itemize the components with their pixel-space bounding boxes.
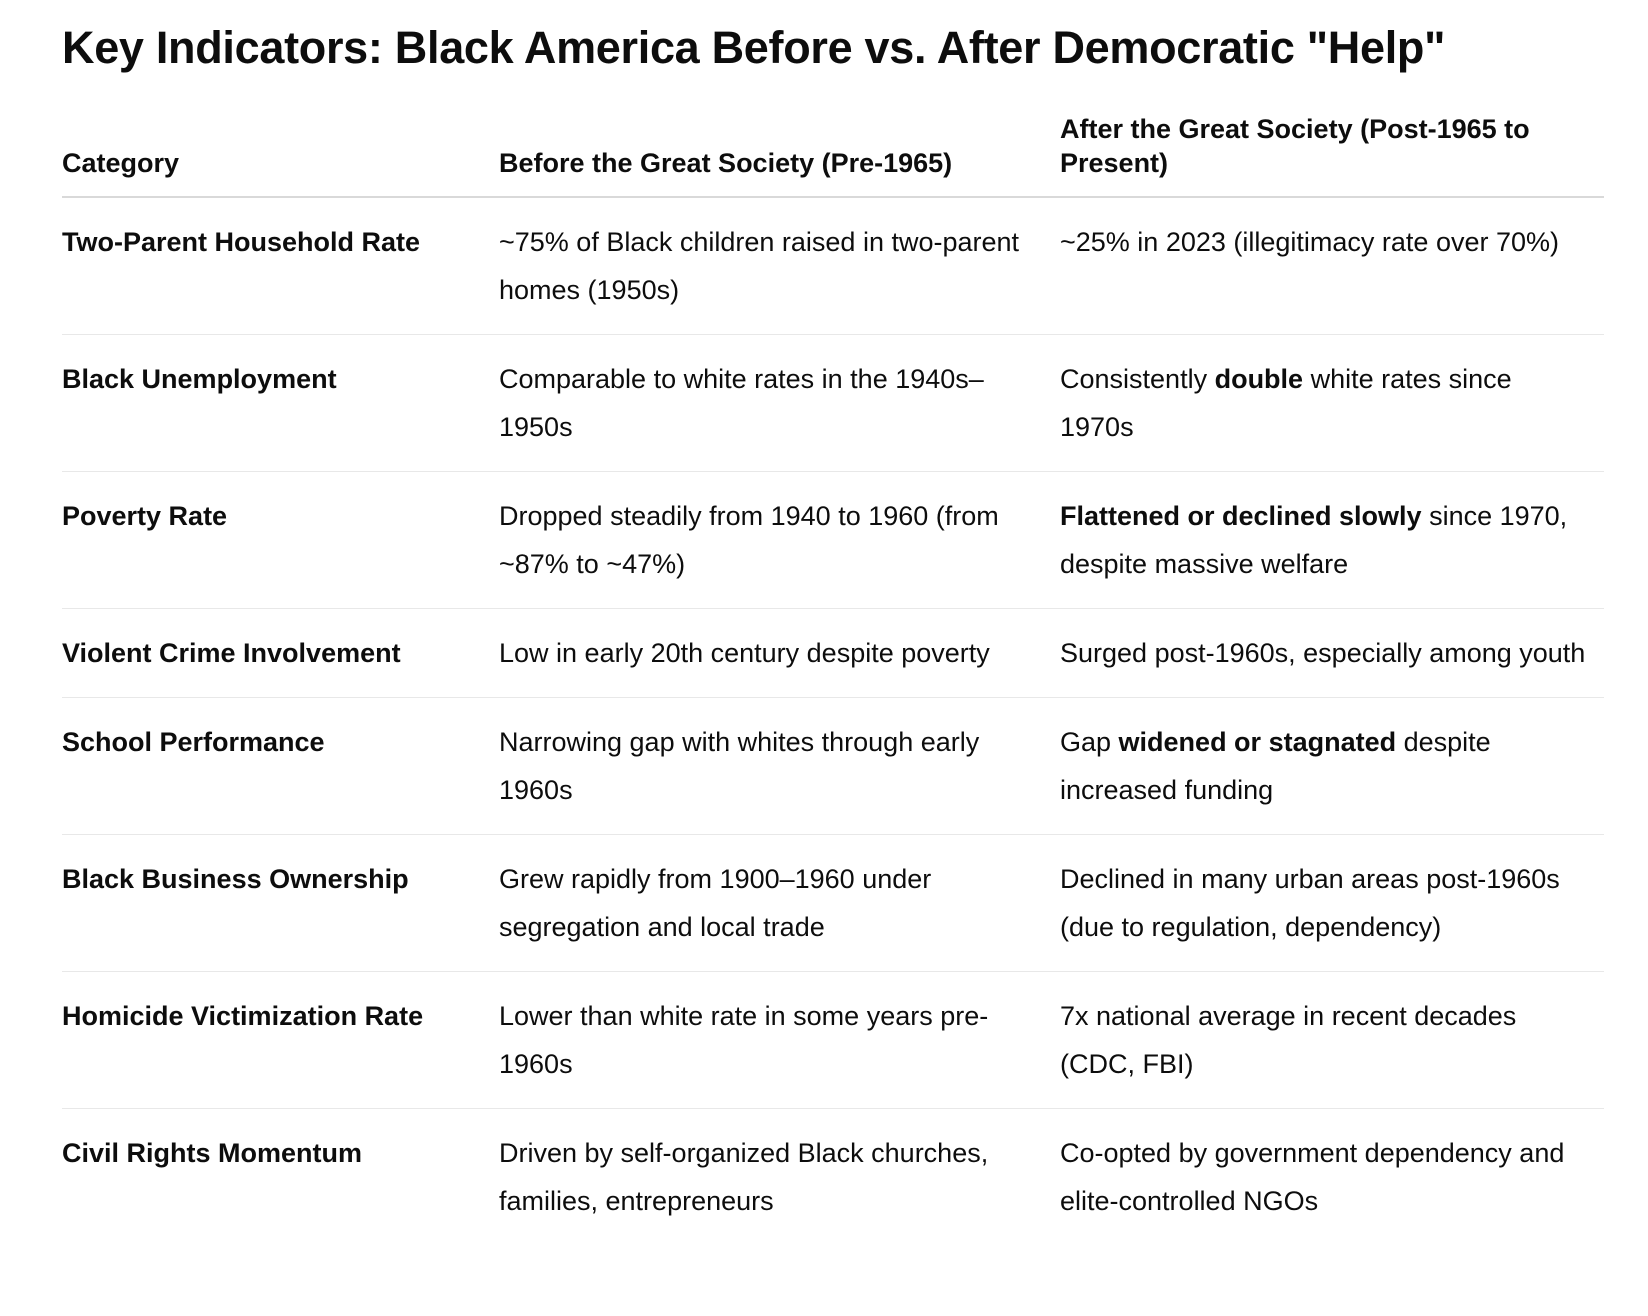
table-row (62, 472, 1604, 609)
after-text: Gap (1060, 727, 1119, 757)
after-cell (1060, 335, 1604, 472)
after-emphasis: Flattened or declined slowly (1060, 501, 1422, 531)
table-header (62, 112, 1604, 197)
after-text: Declined in many urban areas post-1960s (due to regulation, dependency) (1060, 864, 1560, 942)
after-cell (1060, 609, 1604, 698)
category-cell: School Performance (62, 698, 499, 835)
after-text: white rates since 1970s (1060, 364, 1512, 442)
category-cell: Civil Rights Momentum (62, 1138, 363, 1168)
table-row (62, 1109, 1604, 1246)
after-text: despite increased funding (1060, 727, 1491, 805)
after-text: Surged post-1960s, especially among youth (1060, 638, 1586, 668)
indicators-table (62, 112, 1604, 1245)
before-cell: Grew rapidly from 1900–1960 under segregation and local trade (499, 835, 1060, 972)
before-cell: Lower than white rate in some years pre-1960s (499, 972, 1060, 1109)
header-after: After the Great Society (Post-1965 to Present) (1060, 112, 1604, 197)
category-cell: Violent Crime Involvement (62, 609, 499, 698)
category-cell: Two-Parent Household Rate (62, 197, 499, 335)
after-cell (1060, 1109, 1604, 1246)
after-text: 7x national average in recent decades (CDC, FBI) (1060, 1001, 1517, 1079)
before-cell: Narrowing gap with whites through early 1960s (499, 698, 1060, 835)
after-cell (1060, 472, 1604, 609)
table-row (62, 698, 1604, 835)
table-row (62, 972, 1604, 1109)
after-text: since 1970, despite massive welfare (1060, 501, 1568, 579)
after-text: Consistently (1060, 364, 1215, 394)
before-cell: Low in early 20th century despite poverty (499, 609, 1060, 698)
header-category: Category (62, 112, 499, 197)
after-cell (1060, 972, 1604, 1109)
before-cell: Comparable to white rates in the 1940s–1950s (499, 335, 1060, 472)
category-cell: Homicide Victimization Rate (62, 972, 499, 1109)
table-body (62, 197, 1604, 1245)
table-row (62, 609, 1604, 698)
category-cell: Poverty Rate (62, 472, 499, 609)
header-row (62, 112, 1604, 197)
table-row (62, 835, 1604, 972)
before-cell: Driven by self-organized Black churches, families, entrepreneurs (499, 1138, 989, 1216)
after-cell (1060, 698, 1604, 835)
before-cell: ~75% of Black children raised in two-parent homes (1950s) (499, 197, 1060, 335)
category-cell: Black Unemployment (62, 335, 499, 472)
after-emphasis: widened or stagnated (1118, 727, 1397, 757)
after-text: Co-opted by government dependency and elite-controlled NGOs (1060, 1138, 1565, 1216)
page-title: Key Indicators: Black America Before vs. After Democratic "Help" (62, 22, 1446, 73)
after-emphasis: double (1214, 364, 1304, 394)
after-cell (1060, 197, 1604, 335)
header-before: Before the Great Society (Pre-1965) (499, 112, 1060, 197)
table-row (62, 335, 1604, 472)
category-cell: Black Business Ownership (62, 835, 499, 972)
after-text: ~25% in 2023 (illegitimacy rate over 70%) (1060, 227, 1559, 257)
table-row (62, 197, 1604, 335)
before-cell: Dropped steadily from 1940 to 1960 (from ~87% to ~47%) (499, 472, 1060, 609)
after-cell (1060, 835, 1604, 972)
